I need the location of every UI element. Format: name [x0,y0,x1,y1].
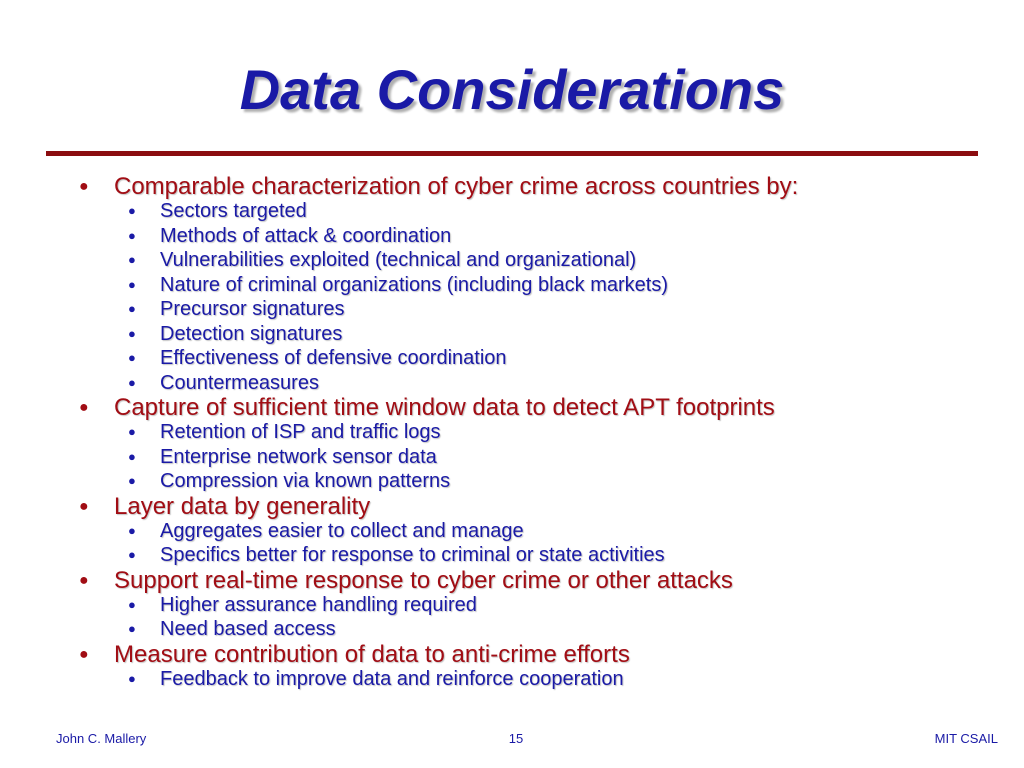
bullet-text: Support real-time response to cyber crime or other attacks [114,566,733,594]
bullet-item [0,174,1024,199]
sub-bullet-text: Enterprise network sensor data [160,445,437,468]
sub-bullet-item [0,593,1024,618]
bullet-dot-icon: ● [79,399,89,416]
sub-bullet-item [0,199,1024,224]
sub-bullet-item [0,519,1024,544]
bullet-dot-icon: ● [79,645,89,663]
sub-bullet-item [0,248,1024,273]
bullet-dot-icon: ● [128,325,136,341]
sub-bullet-text: Retention of ISP and traffic logs [160,421,441,443]
sub-bullet-text: Detection signatures [160,322,343,345]
sub-bullet-text: Effectiveness of defensive coordination [160,347,507,369]
bullet-dot-icon: ● [128,621,136,636]
bullet-dot-icon: ● [128,374,136,390]
bullet-dot-icon: ● [128,596,136,612]
title-divider [46,151,978,156]
sub-bullet-text: Specifics better for response to criminal or state activities [160,544,665,566]
sub-bullet-text: Higher assurance handling required [160,593,477,616]
bullet-dot-icon: ● [128,670,136,686]
bullet-dot-icon: ● [128,547,136,562]
sub-bullet-text: Need based access [160,618,336,640]
sub-bullet-text: Feedback to improve data and reinforce cooperation [160,667,624,690]
sub-bullet-item [0,445,1024,470]
bullet-item [0,642,1024,667]
sub-bullet-item [0,469,1024,494]
bullet-dot-icon: ● [128,276,136,292]
sub-bullet-item [0,617,1024,642]
sub-bullet-item [0,273,1024,298]
sub-bullet-text: Precursor signatures [160,298,345,320]
bullet-dot-icon: ● [128,227,136,243]
sub-bullet-item [0,420,1024,445]
bullet-dot-icon: ● [128,252,136,267]
sub-bullet-item [0,667,1024,692]
bullet-text: Measure contribution of data to anti-crime efforts [114,640,630,668]
bullet-item [0,568,1024,593]
sub-bullet-item [0,224,1024,249]
sub-bullet-item [0,346,1024,371]
bullet-dot-icon: ● [128,424,136,439]
footer-organization: MIT CSAIL [934,731,998,746]
sub-bullet-text: Compression via known patterns [160,470,451,492]
bullet-dot-icon: ● [128,448,136,464]
bullet-text: Capture of sufficient time window data to detect APT footprints [114,394,775,421]
footer-author: John C. Mallery [56,731,147,746]
sub-bullet-text: Countermeasures [160,371,319,394]
bullet-text: Comparable characterization of cyber crime across countries by: [114,173,799,200]
bullet-item [0,395,1024,420]
sub-bullet-item [0,322,1024,347]
bullet-dot-icon: ● [79,497,89,515]
bullet-list [0,174,1024,691]
sub-bullet-item [0,297,1024,322]
bullet-dot-icon: ● [79,178,89,195]
sub-bullet-text: Vulnerabilities exploited (technical and organizational) [160,249,637,271]
bullet-dot-icon: ● [128,301,136,316]
sub-bullet-item [0,543,1024,568]
slide-title: Data Considerations [239,58,785,121]
bullet-dot-icon: ● [79,571,89,589]
bullet-dot-icon: ● [128,473,136,488]
sub-bullet-text: Aggregates easier to collect and manage [160,519,524,542]
sub-bullet-text: Nature of criminal organizations (including black markets) [160,273,668,296]
bullet-dot-icon: ● [128,350,136,365]
bullet-text: Layer data by generality [114,492,371,520]
footer-page-number: 15 [508,731,524,746]
sub-bullet-item [0,371,1024,396]
bullet-dot-icon: ● [128,203,136,218]
bullet-item [0,494,1024,519]
sub-bullet-text: Methods of attack & coordination [160,224,452,247]
sub-bullet-text: Sectors targeted [160,200,307,222]
bullet-dot-icon: ● [128,522,136,538]
